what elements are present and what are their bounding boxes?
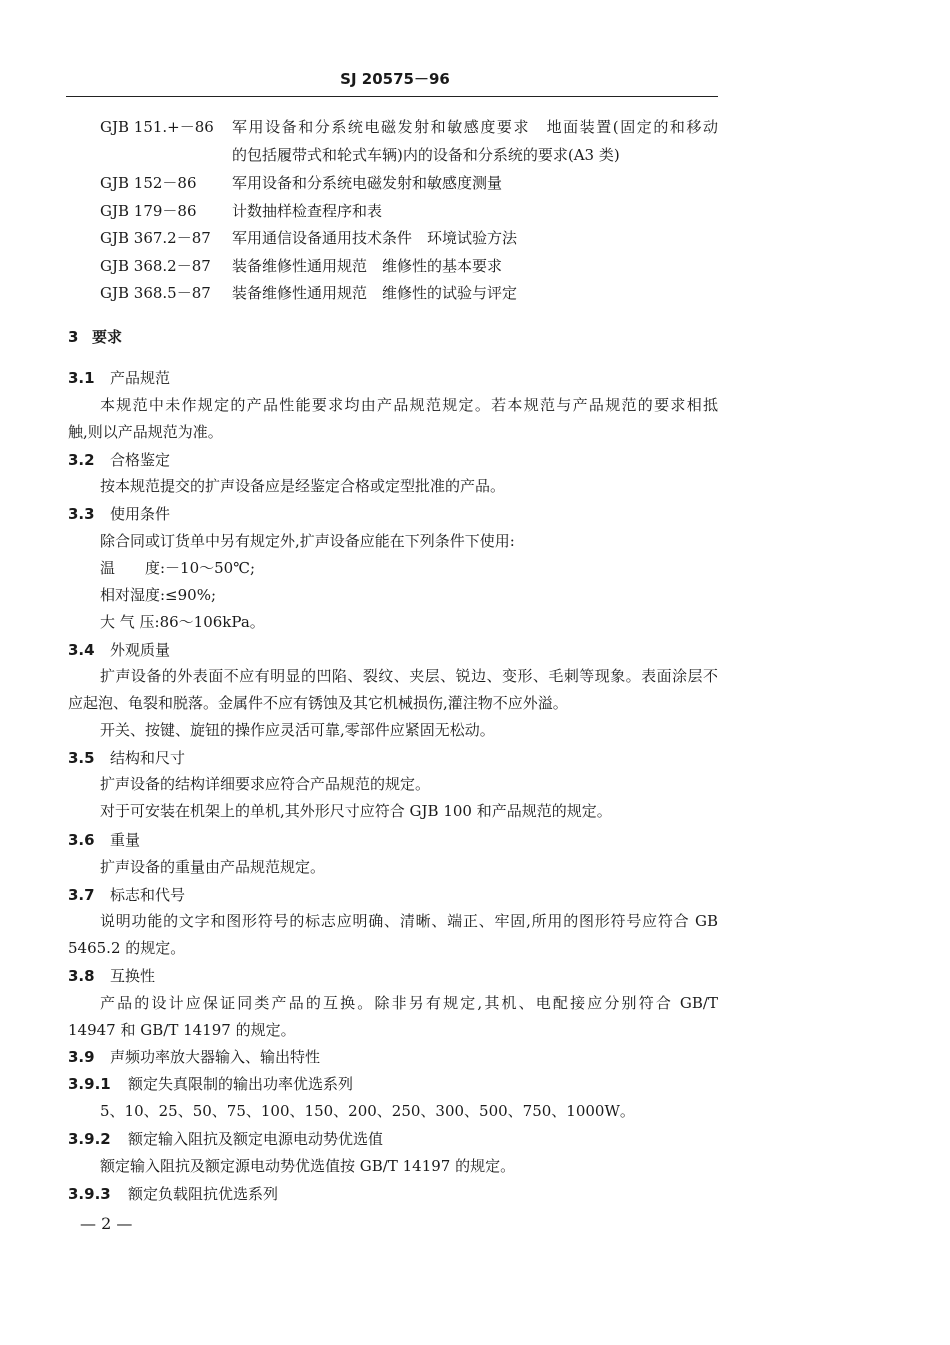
section-title: 合格鉴定: [110, 451, 171, 469]
section-title: 额定输入阻抗及额定电源电动势优选值: [128, 1130, 384, 1148]
paragraph-line: 14947 和 GB/T 14197 的规定。: [68, 1021, 296, 1039]
paragraph-line: 产品的设计应保证同类产品的互换。除非另有规定,其机、电配接应分别符合 GB/T: [100, 994, 718, 1012]
condition-temperature: 温 度:－10～50℃;: [100, 559, 256, 577]
reference-code: GJB 151.+－86: [100, 118, 214, 136]
paragraph-line: 说明功能的文字和图形符号的标志应明确、清晰、端正、牢固,所用的图形符号应符合 GB: [100, 912, 718, 930]
paragraph-line: 扩声设备的重量由产品规范规定。: [100, 858, 326, 876]
reference-title-continued: 的包括履带式和轮式车辆)内的设备和分系统的要求(A3 类): [232, 146, 620, 164]
section-number: 3.9.2: [68, 1130, 111, 1148]
paragraph-line: 对于可安装在机架上的单机,其外形尺寸应符合 GJB 100 和产品规范的规定。: [100, 802, 612, 820]
section-number: 3.9: [68, 1048, 95, 1066]
header-rule: [66, 96, 718, 97]
section-number: 3.7: [68, 886, 95, 904]
reference-title: 装备维修性通用规范 维修性的基本要求: [232, 257, 503, 275]
section-number: 3.9.3: [68, 1185, 111, 1203]
section-number: 3.4: [68, 641, 95, 659]
page-number: — 2 —: [80, 1214, 133, 1233]
section-title: 使用条件: [110, 505, 171, 523]
section-title: 互换性: [110, 967, 156, 985]
section-number: 3: [68, 328, 79, 346]
section-number: 3.9.1: [68, 1075, 111, 1093]
reference-title: 军用通信设备通用技术条件 环境试验方法: [232, 229, 518, 247]
reference-code: GJB 368.5－87: [100, 284, 211, 302]
standard-code-header: SJ 20575－96: [340, 70, 450, 88]
condition-humidity: 相对湿度:≤90%;: [100, 586, 217, 604]
paragraph-line: 除合同或订货单中另有规定外,扩声设备应能在下列条件下使用:: [100, 532, 515, 550]
paragraph-line: 触,则以产品规范为准。: [68, 423, 223, 441]
section-title: 外观质量: [110, 641, 171, 659]
paragraph-line: 扩声设备的外表面不应有明显的凹陷、裂纹、夹层、锐边、变形、毛刺等现象。表面涂层不: [100, 667, 718, 685]
paragraph-line: 额定输入阻抗及额定源电动势优选值按 GB/T 14197 的规定。: [100, 1157, 516, 1175]
reference-title: 军用设备和分系统电磁发射和敏感度要求 地面装置(固定的和移动: [232, 118, 718, 136]
paragraph-line: 5465.2 的规定。: [68, 939, 186, 957]
section-title: 要求: [92, 328, 123, 346]
section-number: 3.5: [68, 749, 95, 767]
reference-title: 计数抽样检查程序和表: [232, 202, 383, 220]
section-title: 额定负载阻抗优选系列: [128, 1185, 279, 1203]
section-number: 3.3: [68, 505, 95, 523]
section-title: 产品规范: [110, 369, 171, 387]
reference-code: GJB 152－86: [100, 174, 197, 192]
section-number: 3.8: [68, 967, 95, 985]
reference-title: 军用设备和分系统电磁发射和敏感度测量: [232, 174, 503, 192]
paragraph-line: 扩声设备的结构详细要求应符合产品规范的规定。: [100, 775, 431, 793]
condition-pressure: 大 气 压:86～106kPa。: [100, 613, 265, 631]
section-number: 3.6: [68, 831, 95, 849]
section-title: 标志和代号: [110, 886, 186, 904]
paragraph-line: 按本规范提交的扩声设备应是经鉴定合格或定型批准的产品。: [100, 477, 506, 495]
section-title: 结构和尺寸: [110, 749, 186, 767]
section-title: 额定失真限制的输出功率优选系列: [128, 1075, 354, 1093]
reference-code: GJB 367.2－87: [100, 229, 211, 247]
section-number: 3.2: [68, 451, 95, 469]
section-title: 重量: [110, 831, 141, 849]
reference-code: GJB 368.2－87: [100, 257, 211, 275]
paragraph-line: 开关、按键、旋钮的操作应灵活可靠,零部件应紧固无松动。: [100, 721, 495, 739]
section-title: 声频功率放大器输入、输出特性: [110, 1048, 321, 1066]
reference-title: 装备维修性通用规范 维修性的试验与评定: [232, 284, 518, 302]
paragraph-line: 5、10、25、50、75、100、150、200、250、300、500、750、1000W。: [100, 1102, 635, 1120]
section-number: 3.1: [68, 369, 95, 387]
paragraph-line: 应起泡、龟裂和脱落。金属件不应有锈蚀及其它机械损伤,灌注物不应外溢。: [68, 694, 568, 712]
paragraph-line: 本规范中未作规定的产品性能要求均由产品规范规定。若本规范与产品规范的要求相抵: [100, 396, 718, 414]
reference-code: GJB 179－86: [100, 202, 197, 220]
